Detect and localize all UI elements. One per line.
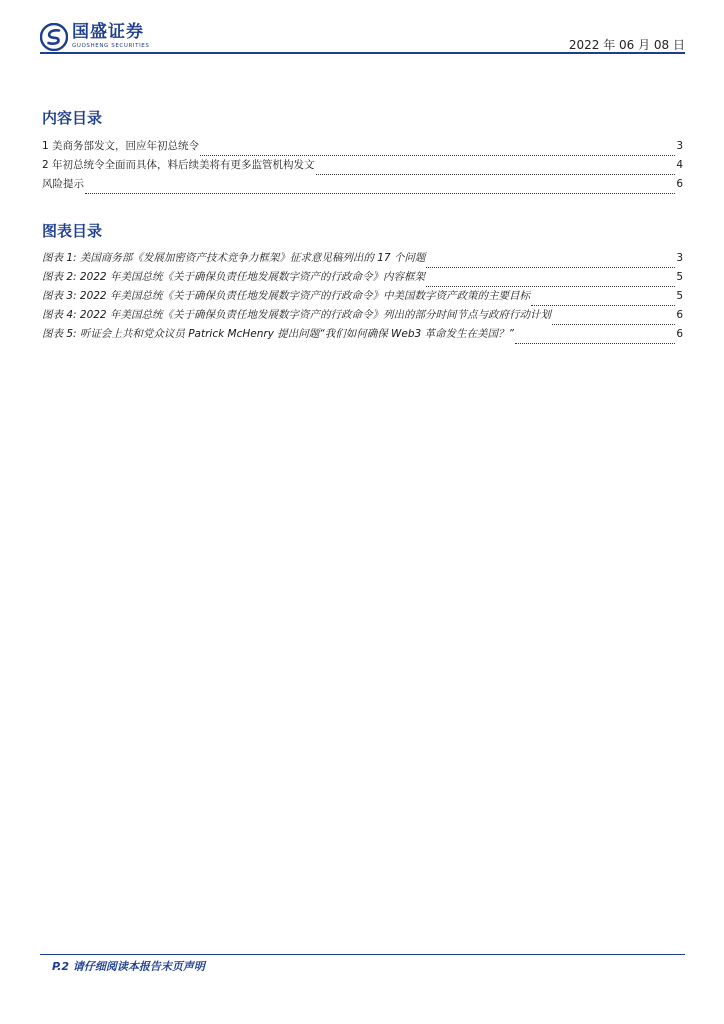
figure-entry-label: 图表 2: 2022 年美国总统《关于确保负责任地发展数字资产的行政命令》内容框架 bbox=[42, 271, 425, 283]
toc-leader bbox=[85, 179, 675, 194]
toc-leader bbox=[426, 253, 675, 268]
toc-entry-label: 2 年初总统令全面而具体，料后续美将有更多监管机构发文 bbox=[42, 159, 315, 171]
toc-entry-label: 1 美商务部发文，回应年初总统令 bbox=[42, 140, 200, 152]
report-date: 2022 年 06 月 08 日 bbox=[568, 38, 685, 52]
figure-entry-label: 图表 1: 美国商务部《发展加密资产技术竞争力框架》征求意见稿列出的 17 个问题 bbox=[42, 252, 426, 264]
figure-entry-label: 图表 4: 2022 年美国总统《关于确保负责任地发展数字资产的行政命令》列出的部分时间节点与政府行动计划 bbox=[42, 309, 551, 321]
figure-entry[interactable] bbox=[42, 249, 683, 268]
figure-entry[interactable] bbox=[42, 325, 683, 344]
contents-list bbox=[42, 137, 683, 194]
toc-entry[interactable] bbox=[42, 156, 683, 175]
footer-disclaimer: P.2 请仔细阅读本报告末页声明 bbox=[52, 960, 205, 973]
brand-logo bbox=[40, 22, 149, 52]
figure-entry-page: 3 bbox=[676, 252, 683, 264]
contents-title: 内容目录 bbox=[42, 109, 103, 127]
toc-entry[interactable] bbox=[42, 175, 683, 194]
toc-leader bbox=[515, 329, 675, 344]
toc-entry-label: 风险提示 bbox=[42, 178, 84, 190]
figure-entry-page: 5 bbox=[676, 290, 683, 302]
toc-leader bbox=[531, 291, 675, 306]
figure-entry-page: 5 bbox=[676, 271, 683, 283]
brand-name: 国盛证券 bbox=[72, 22, 144, 43]
toc-leader bbox=[200, 141, 675, 156]
footer-divider bbox=[40, 954, 685, 955]
figures-list bbox=[42, 249, 683, 344]
page-header bbox=[40, 22, 685, 54]
toc-entry[interactable] bbox=[42, 137, 683, 156]
brand-name-en: GUOSHENG SECURITIES bbox=[72, 43, 150, 50]
figure-entry[interactable] bbox=[42, 268, 683, 287]
figure-entry[interactable] bbox=[42, 287, 683, 306]
figure-entry[interactable] bbox=[42, 306, 683, 325]
brand-logo-icon bbox=[40, 23, 68, 51]
figure-entry-page: 6 bbox=[676, 328, 683, 340]
toc-entry-page: 3 bbox=[676, 140, 683, 152]
toc-leader bbox=[426, 272, 675, 287]
toc-leader bbox=[552, 310, 675, 325]
header-divider bbox=[40, 52, 685, 54]
toc-entry-page: 6 bbox=[676, 178, 683, 190]
figure-entry-label: 图表 3: 2022 年美国总统《关于确保负责任地发展数字资产的行政命令》中美国数字资产政策的主要目标 bbox=[42, 290, 530, 302]
figure-entry-label: 图表 5: 听证会上共和党众议员 Patrick McHenry 提出问题“我们如何确保 Web3 革命发生在美国？” bbox=[42, 328, 514, 340]
toc-entry-page: 4 bbox=[676, 159, 683, 171]
figure-entry-page: 6 bbox=[676, 309, 683, 321]
figures-title: 图表目录 bbox=[42, 222, 103, 240]
toc-leader bbox=[316, 160, 676, 175]
